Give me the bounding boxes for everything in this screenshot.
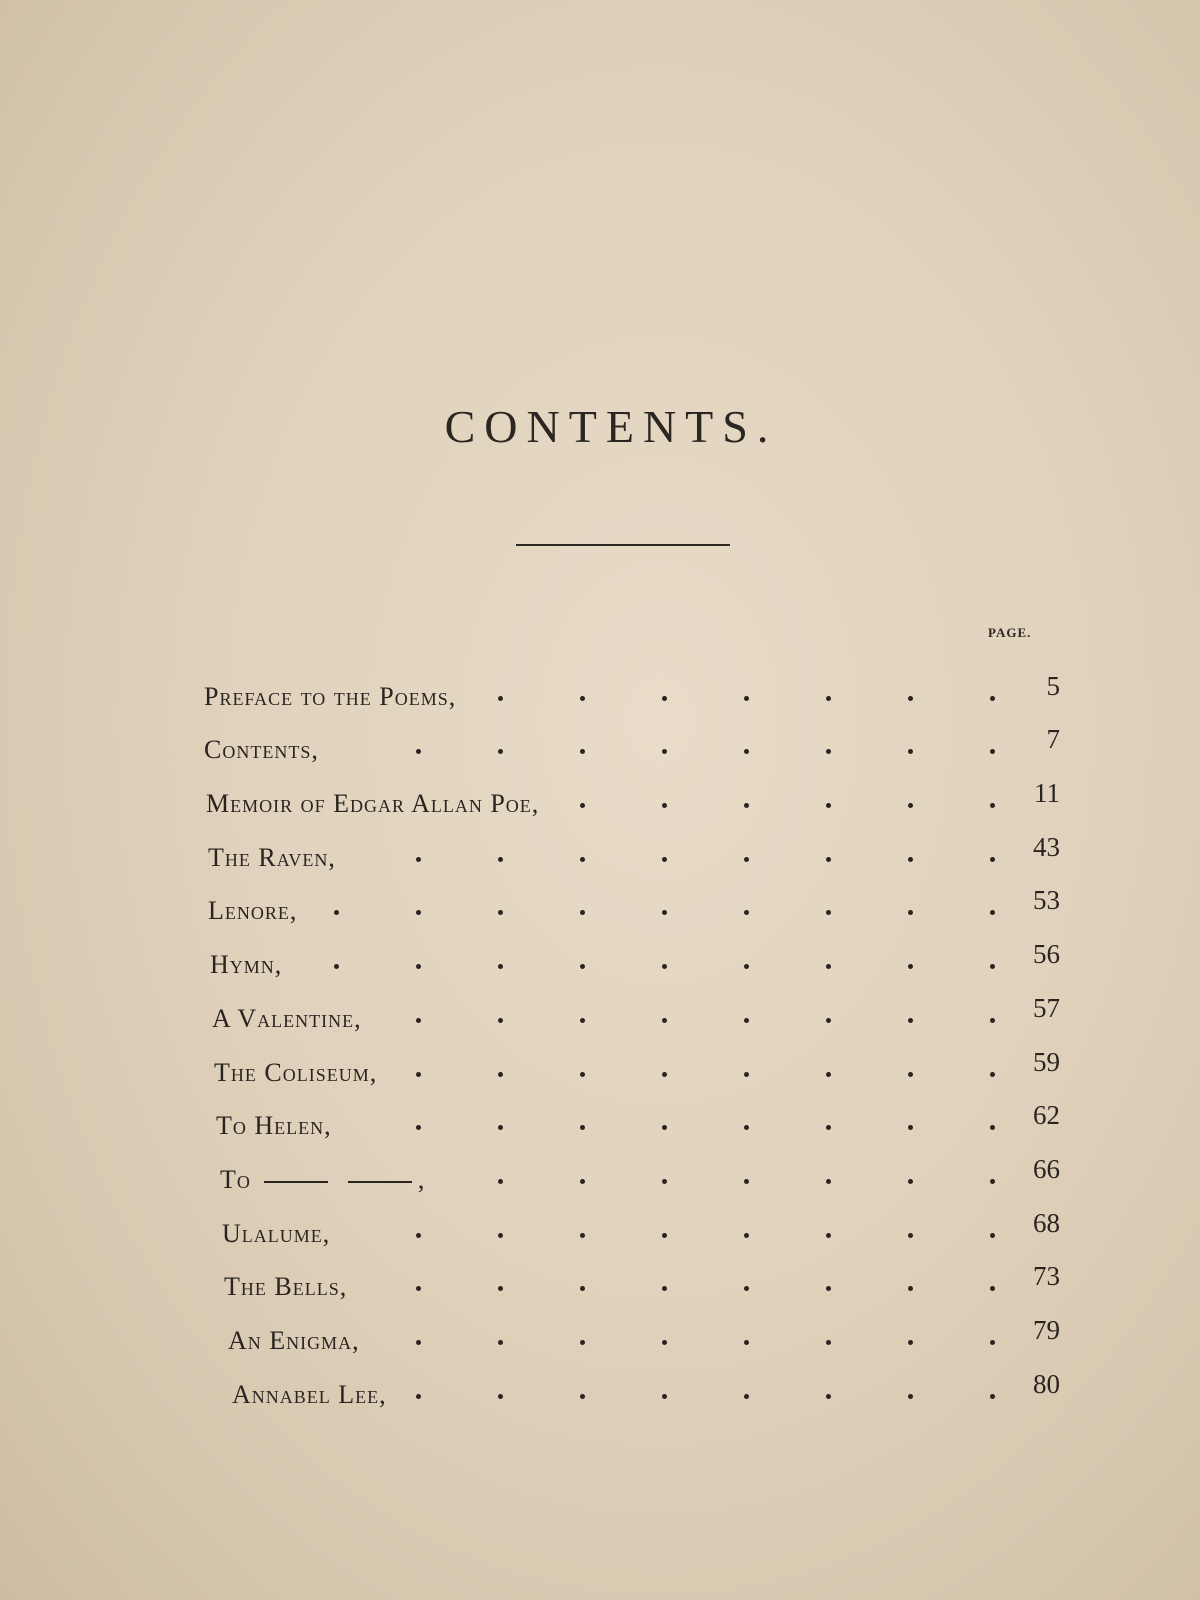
toc-entry [0, 881, 1200, 935]
toc-entry-title: Hymn, [210, 950, 283, 980]
leader-dot [498, 857, 503, 862]
leader-dot [744, 1233, 749, 1238]
toc-entry [0, 1042, 1200, 1096]
leader-dot [908, 910, 913, 915]
toc-entry-page: 73 [1033, 1261, 1060, 1292]
leader-dot [826, 803, 831, 808]
leader-dot [744, 1018, 749, 1023]
leader-dot [744, 696, 749, 701]
toc-entry-page: 57 [1033, 992, 1060, 1023]
toc-entry [0, 1257, 1200, 1311]
toc-entry-page: 79 [1033, 1314, 1060, 1345]
leader-dot [416, 910, 421, 915]
leader-dot [662, 803, 667, 808]
leader-dot [908, 1394, 913, 1399]
leader-dot [580, 1018, 585, 1023]
leader-dot [580, 1286, 585, 1291]
leader-dot [744, 803, 749, 808]
leader-dot [826, 1233, 831, 1238]
leader-dot [334, 910, 339, 915]
leader-dot [908, 1233, 913, 1238]
leader-dot [498, 1018, 503, 1023]
leader-dot [908, 1179, 913, 1184]
leader-dot [662, 910, 667, 915]
toc-entry-page: 62 [1033, 1100, 1060, 1131]
leader-dot [416, 857, 421, 862]
dot-leaders [0, 1072, 1200, 1082]
leader-dot [908, 1125, 913, 1130]
dot-leaders [0, 964, 1200, 974]
leader-dot [498, 910, 503, 915]
leader-dot [662, 1394, 667, 1399]
leader-dot [990, 803, 995, 808]
toc-entry-page: 7 [1046, 724, 1060, 755]
leader-dot [826, 1125, 831, 1130]
table-of-contents [0, 666, 1200, 1418]
leader-dot [990, 696, 995, 701]
toc-entry-title: An Enigma, [228, 1325, 360, 1355]
dot-leaders [0, 1233, 1200, 1243]
dot-leaders [0, 1179, 1200, 1189]
leader-dot [990, 857, 995, 862]
leader-dot [826, 696, 831, 701]
toc-entry [0, 827, 1200, 881]
dot-leaders [0, 1286, 1200, 1296]
leader-dot [744, 857, 749, 862]
leader-dot [580, 910, 585, 915]
toc-entry-title: The Raven, [208, 842, 336, 872]
leader-dot [826, 910, 831, 915]
toc-entry-page: 5 [1046, 670, 1060, 701]
leader-dot [498, 1394, 503, 1399]
leader-dot [416, 1018, 421, 1023]
leader-dot [498, 964, 503, 969]
leader-dot [908, 1072, 913, 1077]
toc-entry [0, 934, 1200, 988]
toc-entry-page: 66 [1033, 1153, 1060, 1184]
leader-dot [826, 749, 831, 754]
leader-dot [416, 964, 421, 969]
toc-entry-page: 53 [1033, 885, 1060, 916]
leader-dot [744, 749, 749, 754]
leader-dot [416, 1072, 421, 1077]
leader-dot [498, 1233, 503, 1238]
leader-dot [580, 1394, 585, 1399]
toc-entry [0, 988, 1200, 1042]
leader-dot [990, 910, 995, 915]
leader-dot [416, 1125, 421, 1130]
leader-dot [990, 1125, 995, 1130]
toc-entry-title: Ulalume, [222, 1218, 331, 1248]
leader-dot [416, 1340, 421, 1345]
leader-dot [744, 910, 749, 915]
leader-dot [580, 696, 585, 701]
leader-dot [662, 696, 667, 701]
leader-dot [990, 1179, 995, 1184]
leader-dot [826, 1340, 831, 1345]
toc-entry-title: To Helen, [216, 1111, 332, 1141]
leader-dot [990, 1018, 995, 1023]
leader-dot [908, 964, 913, 969]
leader-dot [990, 1072, 995, 1077]
leader-dot [662, 1018, 667, 1023]
leader-dot [416, 1394, 421, 1399]
leader-dot [580, 964, 585, 969]
leader-dot [580, 803, 585, 808]
toc-entry [0, 1364, 1200, 1418]
leader-dot [826, 1286, 831, 1291]
dot-leaders [0, 696, 1200, 706]
leader-dot [416, 1286, 421, 1291]
dot-leaders [0, 857, 1200, 867]
leader-dot [908, 1286, 913, 1291]
leader-dot [990, 1394, 995, 1399]
dot-leaders [0, 910, 1200, 920]
toc-entry [0, 1203, 1200, 1257]
page-title: CONTENTS. [444, 401, 778, 452]
toc-entry-title: Lenore, [208, 896, 298, 926]
toc-entry [0, 666, 1200, 720]
toc-entry-page: 80 [1033, 1368, 1060, 1399]
dot-leaders [0, 1394, 1200, 1404]
leader-dot [908, 1340, 913, 1345]
leader-dot [990, 964, 995, 969]
leader-dot [498, 1072, 503, 1077]
leader-dot [908, 1018, 913, 1023]
leader-dot [990, 1340, 995, 1345]
leader-dot [580, 1340, 585, 1345]
leader-dot [662, 1125, 667, 1130]
leader-dot [498, 1286, 503, 1291]
dot-leaders [0, 1018, 1200, 1028]
leader-dot [990, 1233, 995, 1238]
leader-dot [744, 1340, 749, 1345]
leader-dot [826, 1394, 831, 1399]
dot-leaders [0, 1125, 1200, 1135]
leader-dot [826, 1072, 831, 1077]
leader-dot [498, 749, 503, 754]
toc-entry-title: Annabel Lee, [232, 1379, 387, 1409]
leader-dot [990, 749, 995, 754]
toc-entry-page: 56 [1033, 939, 1060, 970]
leader-dot [662, 964, 667, 969]
leader-dot [498, 1340, 503, 1345]
leader-dot [416, 1233, 421, 1238]
toc-entry-title: Contents, [204, 735, 319, 765]
leader-dot [498, 1125, 503, 1130]
leader-dot [498, 696, 503, 701]
leader-dot [826, 1179, 831, 1184]
toc-entry-page: 68 [1033, 1207, 1060, 1238]
dot-leaders [0, 749, 1200, 759]
page-column-header: PAGE. [988, 625, 1032, 640]
dot-leaders [0, 1340, 1200, 1350]
leader-dot [580, 1125, 585, 1130]
leader-dot [744, 964, 749, 969]
leader-dot [744, 1072, 749, 1077]
toc-entry [0, 720, 1200, 774]
leader-dot [662, 1179, 667, 1184]
leader-dot [580, 749, 585, 754]
toc-entry-title: The Bells, [224, 1272, 348, 1302]
leader-dot [826, 857, 831, 862]
leader-dot [580, 1179, 585, 1184]
title-rule [516, 544, 730, 546]
toc-entry-title: The Coliseum, [214, 1057, 378, 1087]
toc-entry-page: 11 [1034, 778, 1060, 809]
toc-entry-title: Preface to the Poems, [204, 681, 457, 711]
leader-dot [744, 1286, 749, 1291]
leader-dot [662, 1072, 667, 1077]
leader-dot [580, 1233, 585, 1238]
leader-dot [990, 1286, 995, 1291]
leader-dot [662, 857, 667, 862]
leader-dot [908, 803, 913, 808]
leader-dot [662, 1233, 667, 1238]
leader-dot [826, 1018, 831, 1023]
toc-entry [0, 1149, 1200, 1203]
toc-entry [0, 773, 1200, 827]
leader-dot [580, 1072, 585, 1077]
toc-entry-title: A Valentine, [212, 1003, 362, 1033]
leader-dot [744, 1394, 749, 1399]
leader-dot [662, 1286, 667, 1291]
toc-entry-page: 59 [1033, 1046, 1060, 1077]
leader-dot [744, 1125, 749, 1130]
leader-dot [826, 964, 831, 969]
leader-dot [662, 749, 667, 754]
leader-dot [908, 696, 913, 701]
toc-entry-title: Memoir of Edgar Allan Poe, [206, 789, 540, 819]
leader-dot [580, 857, 585, 862]
toc-entry [0, 1310, 1200, 1364]
leader-dot [334, 964, 339, 969]
leader-dot [498, 1179, 503, 1184]
dot-leaders [0, 803, 1200, 813]
leader-dot [662, 1340, 667, 1345]
toc-entry-page: 43 [1033, 831, 1060, 862]
leader-dot [908, 857, 913, 862]
toc-entry-title: To , [220, 1164, 426, 1194]
leader-dot [908, 749, 913, 754]
leader-dot [744, 1179, 749, 1184]
leader-dot [416, 749, 421, 754]
toc-entry [0, 1096, 1200, 1150]
